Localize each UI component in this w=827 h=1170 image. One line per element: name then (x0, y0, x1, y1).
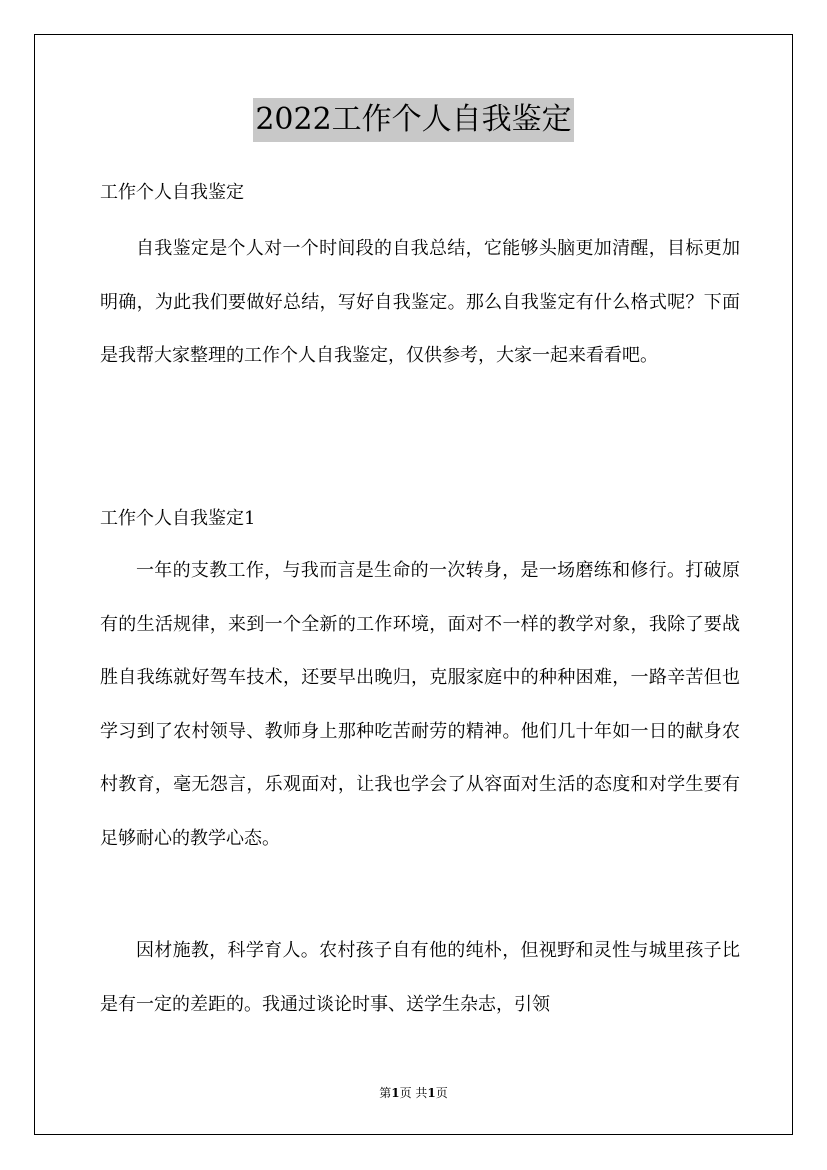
title-container (0, 98, 827, 142)
footer-page-current: 1 (391, 1086, 400, 1100)
section-heading-intro: 工作个人自我鉴定 (100, 182, 244, 203)
footer-page-prefix: 第 (379, 1086, 392, 1100)
document-title: 2022工作个人自我鉴定 (253, 98, 573, 142)
body-paragraph-2: 因材施教，科学育人。农村孩子自有他的纯朴，但视野和灵性与城里孩子比是有一定的差距的。我通过谈论时事、送学生杂志，引领 (100, 940, 740, 1015)
footer-page-suffix: 页 (435, 1086, 448, 1100)
page-footer (0, 1084, 827, 1101)
footer-page-mid: 页 共 (399, 1086, 428, 1100)
footer-page-total: 1 (427, 1086, 436, 1100)
body-paragraph-1: 一年的支教工作，与我而言是生命的一次转身，是一场磨练和修行。打破原有的生活规律，来到一个全新的工作环境，面对不一样的教学对象，我除了要战胜自我练就好驾车技术，还要早出晚归，克服家庭中的种种困难，一路辛苦但也学习到了农村领导、教师身上那种吃苦耐劳的精神。他们几十年如一日的献身农村教育，毫无怨言，乐观面对，让我也学会了从容面对生活的态度和对学生要有足够耐心的教学心态。 (100, 560, 740, 849)
intro-paragraph: 自我鉴定是个人对一个时间段的自我总结，它能够头脑更加清醒，目标更加明确，为此我们要做好总结，写好自我鉴定。那么自我鉴定有什么格式呢？下面是我帮大家整理的工作个人自我鉴定，仅供参考，大家一起来看看吧。 (100, 238, 740, 366)
section-heading-1: 工作个人自我鉴定1 (100, 508, 256, 529)
